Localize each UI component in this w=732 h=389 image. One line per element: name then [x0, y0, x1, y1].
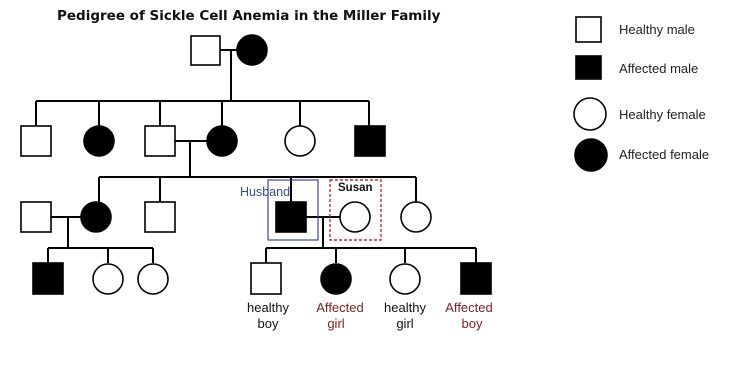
gen4-child-healthy-boy: [251, 263, 281, 294]
gen4-son-affected-male: [33, 263, 63, 294]
legend-label: Healthy female: [619, 107, 706, 122]
legend-item-healthy-male: [576, 17, 695, 42]
legend-item-affected-male: [576, 56, 698, 79]
affected-female-symbol: [575, 139, 607, 171]
gen2-son-affected-male: [355, 126, 385, 156]
diagram-title: Pedigree of Sickle Cell Anemia in the Miller Family: [57, 8, 441, 24]
legend-item-affected-female: [575, 139, 709, 171]
child-label-line2: girl: [327, 316, 345, 331]
gen3-spouse-healthy-male: [21, 202, 51, 232]
child-label-line2: girl: [396, 316, 414, 331]
susan-label: Susan: [338, 182, 373, 194]
gen3-daughter-affected-female: [81, 202, 111, 232]
child-label-healthy-boy: [247, 300, 289, 331]
gen4-child-affected-girl: [321, 264, 351, 294]
gen2-son-healthy-male: [21, 126, 51, 156]
child-label-affected-girl: [316, 300, 363, 331]
gen4-child-healthy-girl: [390, 264, 420, 294]
gen2-daughter-healthy-female: [285, 126, 315, 156]
child-label-line1: Affected: [316, 300, 364, 315]
child-label-affected-boy: [445, 300, 492, 331]
gen4-daughter-healthy-female-2: [138, 264, 168, 294]
child-label-line2: boy: [257, 316, 279, 331]
husband-label: Husband: [240, 185, 291, 199]
gen3-son-healthy-male: [145, 202, 175, 232]
gen3-husband-affected-male: [276, 202, 306, 232]
gen2-daughter-affected-female-2: [207, 126, 237, 156]
gen3-susan-healthy-female: [340, 202, 370, 232]
gen1-father-healthy-male: [191, 36, 220, 65]
child-label-line1: healthy: [247, 300, 289, 315]
healthy-female-symbol: [574, 98, 606, 130]
gen1-mother-affected-female: [237, 35, 267, 65]
child-label-healthy-girl: [384, 300, 426, 331]
child-label-line2: boy: [461, 316, 483, 331]
legend-item-healthy-female: [574, 98, 706, 130]
legend-label: Affected male: [619, 61, 699, 76]
gen2-spouse-healthy-male: [145, 126, 175, 156]
affected-male-symbol: [576, 56, 601, 79]
legend: [574, 17, 709, 171]
gen4-daughter-healthy-female: [93, 264, 123, 294]
legend-label: Affected female: [619, 147, 710, 162]
child-label-line1: Affected: [445, 300, 493, 315]
gen2-daughter-affected-female: [84, 126, 114, 156]
healthy-male-symbol: [576, 17, 601, 42]
gen4-child-affected-boy: [461, 263, 491, 294]
child-label-line1: healthy: [384, 300, 426, 315]
gen3-daughter-healthy-female: [401, 202, 431, 232]
legend-label: Healthy male: [619, 22, 695, 37]
